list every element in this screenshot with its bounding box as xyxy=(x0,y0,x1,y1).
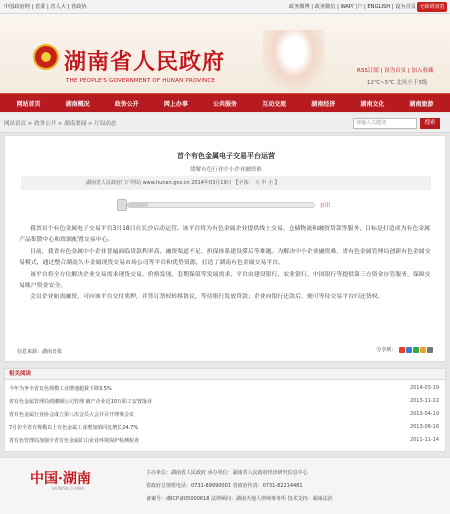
qzone-icon[interactable] xyxy=(406,347,412,353)
list-item[interactable]: 今年为争全省有色规模工业增速超我下降3.5% 2014-03-19 xyxy=(9,385,439,392)
topbar-left-links[interactable]: 中国政府网 | 省委 | 省人大 | 省政协 xyxy=(4,4,87,10)
article-meta: 湖南省人民政府门户网站 www.hunan.gov.cn 2014年03月19日 【字体： 大 中 小 】 xyxy=(21,176,431,190)
nav-item[interactable]: 湖南经济 xyxy=(311,100,336,108)
wechat-icon[interactable] xyxy=(413,347,419,353)
footer-line: 备案号：湘ICP备05000618 法律顾问：湖南天地人律师事务所 技术支持：湖南法治 xyxy=(146,496,333,502)
site-header xyxy=(0,14,450,93)
nav-item[interactable]: 湖南概况 xyxy=(65,100,90,108)
article-panel xyxy=(4,135,446,362)
related-reading xyxy=(4,368,446,452)
audio-player[interactable] xyxy=(117,199,331,211)
site-subtitle: THE PEOPLE'S GOVERNMENT OF HUNAN PROVINCE xyxy=(66,78,216,84)
list-item[interactable]: 省有色金属行业协会成立第八次会员大会并召开理事会议 2013-04-19 xyxy=(9,411,439,418)
list-item[interactable]: 省有色管理局加强全省有色金属矿山企业环境保护检测检查 2011-11-14 xyxy=(9,437,439,444)
nav-item[interactable]: 互动交流 xyxy=(262,100,287,108)
article-subtitle: 缓解有色行业中小企业融资难 xyxy=(190,167,262,173)
nav-item[interactable]: 湖南文化 xyxy=(360,100,385,108)
site-footer xyxy=(0,457,450,514)
main-nav xyxy=(0,93,450,112)
site-title: 湖南省人民政府 xyxy=(64,49,226,75)
nav-item[interactable]: 政务公开 xyxy=(114,100,139,108)
footer-logo: 中国·湖南 xyxy=(30,471,91,487)
weather-info: 12℃~5℃ 北风小于3级 xyxy=(367,80,428,86)
footer-line: 省政府总值班电话：0731-89990001 省政府传真：0731-82214481 xyxy=(146,483,303,489)
nav-item[interactable]: 公共服务 xyxy=(212,100,237,108)
top-utility-bar xyxy=(0,0,450,14)
search-input[interactable]: 请输入关键词 xyxy=(353,118,417,129)
article-title: 首个有色金属电子交易平台运营 xyxy=(177,152,275,160)
article-paragraph: 该平台将全方位解决企业交易需求现货交易、价格发现、套期保值等发展需求。平台由建设银行、农业银行、中国银行等提供第三方资金存管服务，保障交易账户资金安全。 xyxy=(19,271,431,290)
share-bar xyxy=(376,346,433,353)
list-item[interactable]: 7月份全省有规模以上有色金属工业增加值同比增长24.7% 2013-08-16 xyxy=(9,424,439,431)
header-statue-image xyxy=(263,30,325,92)
play-button[interactable] xyxy=(117,199,127,211)
more-share-icon[interactable] xyxy=(427,347,433,353)
weibo-icon[interactable] xyxy=(399,347,405,353)
national-emblem-icon xyxy=(33,44,59,70)
breadcrumb[interactable]: 网站首页 > 政务公开 > 湖南要闻 > 厅局动态 xyxy=(4,121,117,127)
footer-line: 主办单位：湖南省人民政府 承办单位：湖南省人民政府经济研究信息中心 xyxy=(146,470,308,476)
article-paragraph: 我省首个有色金属电子交易平台3月18日在长沙启动运营。该平台将为有色金属企业提供线上交易、仓储物流和融资贷款等服务，目标是打造成为有色金属产品集散中心和资源配置交易中心。 xyxy=(19,226,431,244)
nav-item[interactable]: 网上办事 xyxy=(163,100,188,108)
article-body xyxy=(19,224,435,304)
breadcrumb-bar xyxy=(0,114,450,133)
nav-item[interactable]: 网站首页 xyxy=(16,100,41,108)
article-paragraph: 目前，我省有色金属中小企业普遍面临贷款利率高、融资渠道不足、担保体系建设滞后等难题。为解决中小企业融资难，省有色金属管理局创新有色金属交易模式，通过整合湖南久丰金属现货交易市场公司等平台和优势资源，打造了湖南有色金属交易平台。 xyxy=(19,248,431,267)
list-item[interactable]: 省有色金属管理局到湘钢公司管理 破产企业近10万职工安置落业 2013-11-22 xyxy=(9,398,439,405)
accessibility-button[interactable]: 无障碍浏览 xyxy=(417,2,447,12)
source-info: 信息来源：湖南日报 xyxy=(17,349,63,355)
nav-item[interactable]: 湖南旅游 xyxy=(409,100,434,108)
footer-logo-en: HUNAN CHINA xyxy=(52,487,85,492)
share-label: 分享到： xyxy=(376,347,397,353)
print-link[interactable]: 打印 xyxy=(320,203,331,209)
progress-track[interactable] xyxy=(127,202,315,208)
header-links[interactable]: RSS订阅 | 设为首页 | 加入收藏 xyxy=(357,68,434,74)
search-button[interactable]: 搜索 xyxy=(420,118,440,129)
related-heading: 相关阅读 xyxy=(5,369,445,380)
article-paragraph: 会员企业如需融资，可向该平台交付质押，并签订货权转移协议，等待银行发放贷款；企业向银行还款后，便可等待交易平台归还货权。 xyxy=(30,294,384,301)
progress-fill xyxy=(128,203,148,207)
topbar-right-links[interactable]: 政务微博 | 政务微信 | WAP门户 | ENGLISH | 设为首页 xyxy=(288,4,416,10)
renren-icon[interactable] xyxy=(420,347,426,353)
